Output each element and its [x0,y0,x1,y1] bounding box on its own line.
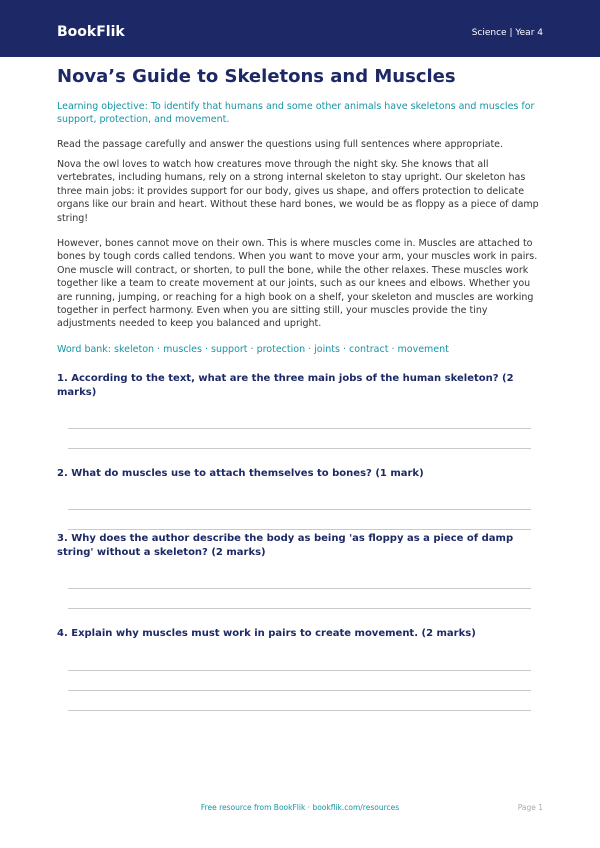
footer-credit[interactable]: Free resource from BookFlik · bookflik.com/resources [200,803,400,812]
answer-line[interactable] [68,690,531,691]
answer-line[interactable] [68,670,531,671]
brand-logo: BookFlik [57,24,125,40]
page-number: Page 1 [517,803,543,812]
header-bar [0,0,600,57]
word-bank: Word bank: skeleton · muscles · support · protection · joints · contract · movement [57,343,449,355]
learning-objective: Learning objective: To identify that humans and some other animals have skeletons and muscles for support, protection, and movement. [57,101,535,125]
subject-label: Science | Year 4 [471,28,543,38]
answer-line[interactable] [68,448,531,449]
passage-paragraph: Nova the owl loves to watch how creatures move through the night sky. She knows that all vertebrates, including humans, rely on a strong internal skeleton to stay upright. Our skeleton has three main jobs: it provides support for our body, gives us shape, and offers protection to delicate organs like our brain and heart. Without these hard bones, we would be as floppy as a piece of damp string! [57,159,539,224]
worksheet-content [57,66,543,711]
page-title: Nova’s Guide to Skeletons and Muscles [57,66,456,87]
answer-line[interactable] [68,588,531,589]
answer-lines-4 [68,670,531,711]
question-4: 4. Explain why muscles must work in pairs to create movement. (2 marks) [57,627,476,639]
answer-line[interactable] [68,529,531,530]
answer-lines-2 [68,509,531,530]
answer-line[interactable] [68,509,531,510]
instructions: Read the passage carefully and answer the questions using full sentences where appropriate. [57,139,504,150]
answer-lines-3 [68,588,531,609]
question-1: 1. According to the text, what are the three main jobs of the human skeleton? (2 marks) [57,372,514,398]
answer-line[interactable] [68,608,531,609]
question-3: 3. Why does the author describe the body as being 'as floppy as a piece of damp string' without a skeleton? (2 marks) [57,532,514,558]
answer-line[interactable] [68,710,531,711]
answer-line[interactable] [68,428,531,429]
passage-paragraph: However, bones cannot move on their own. This is where muscles come in. Muscles are attached to bones by tough cords called tendons. When you want to move your arm, your muscles work in pairs. One muscle will contract, or shorten, to pull the bone, while the other relaxes. These muscles work together like a team to create movement at our joints, such as our knees and elbows. Whether you are running, jumping, or reaching for a high book on a shelf, your skeleton and muscles are working together in perfect harmony. Even when you are sitting still, your muscles provide the tiny adjustments needed to keep you balanced and upright. [57,238,538,330]
answer-lines-1 [68,428,531,449]
question-2: 2. What do muscles use to attach themselves to bones? (1 mark) [57,467,424,479]
